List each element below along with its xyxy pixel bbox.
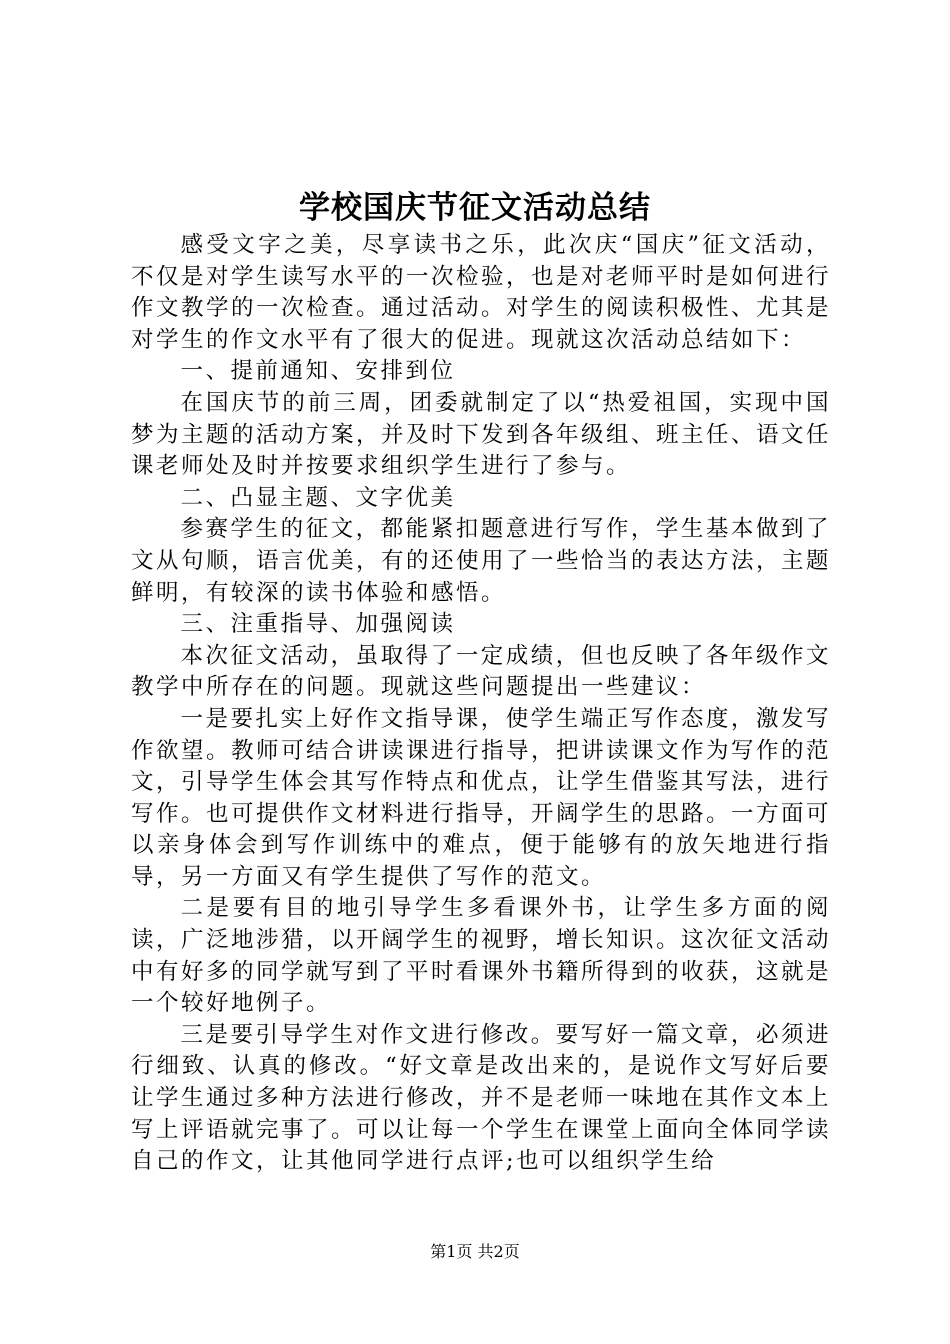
paragraph-suggestion-1: 一是要扎实上好作文指导课，使学生端正写作态度，激发写作欲望。教师可结合讲读课进行指导，把讲读课文作为写作的范文，引导学生体会其写作特点和优点，让学生借鉴其写法，进行写作。也可提供作文材料进行指导，开阔学生的思路。一方面可以亲身体会到写作训练中的难点，便于能够有的放矢地进行指导，另一方面又有学生提供了写作的范文。	[131, 705, 832, 890]
page-title: 学校国庆节征文活动总结	[299, 190, 651, 226]
paragraph-section-1: 在国庆节的前三周，团委就制定了以“热爱祖国，实现中国梦为主题的活动方案，并及时下发到各年级组、班主任、语文任课老师处及时并按要求组织学生进行了参与。	[131, 389, 832, 480]
paragraph-section-2: 参赛学生的征文，都能紧扣题意进行写作，学生基本做到了文从句顺，语言优美，有的还使用了一些恰当的表达方法，主题鲜明，有较深的读书体验和感悟。	[131, 516, 832, 606]
paragraph-section-3: 本次征文活动，虽取得了一定成绩，但也反映了各年级作文教学中所存在的问题。现就这些问题提出一些建议：	[131, 642, 831, 701]
section-heading-3: 三、注重指导、加强阅读	[180, 611, 456, 638]
section-heading-2: 二、凸显主题、文字优美	[180, 484, 456, 511]
document-body	[131, 230, 831, 1178]
paragraph-suggestion-2: 二是要有目的地引导学生多看课外书，让学生多方面的阅读，广泛地涉猎，以开阔学生的视野，增长知识。这次征文活动中有好多的同学就写到了平时看课外书籍所得到的收获，这就是一个较好地例子。	[131, 895, 832, 1017]
paragraph-suggestion-3: 三是要引导学生对作文进行修改。要写好一篇文章，必须进行细致、认真的修改。“好文章是改出来的，是说作文写好后要让学生通过多种方法进行修改，并不是老师一味地在其作文本上写上评语就完事了。可以让每一个学生在课堂上面向全体同学读自己的作文，让其他同学进行点评;也可以组织学生给	[131, 1021, 832, 1175]
section-heading-1: 一、提前通知、安排到位	[180, 358, 456, 385]
page-footer: 第1页 共2页	[430, 1242, 520, 1261]
paragraph-intro: 感受文字之美，尽享读书之乐，此次庆“国庆”征文活动，不仅是对学生读写水平的一次检验，也是对老师平时是如何进行作文教学的一次检查。通过活动。对学生的阅读积极性、尤其是对学生的作文水平有了很大的促进。现就这次活动总结如下：	[131, 232, 832, 353]
